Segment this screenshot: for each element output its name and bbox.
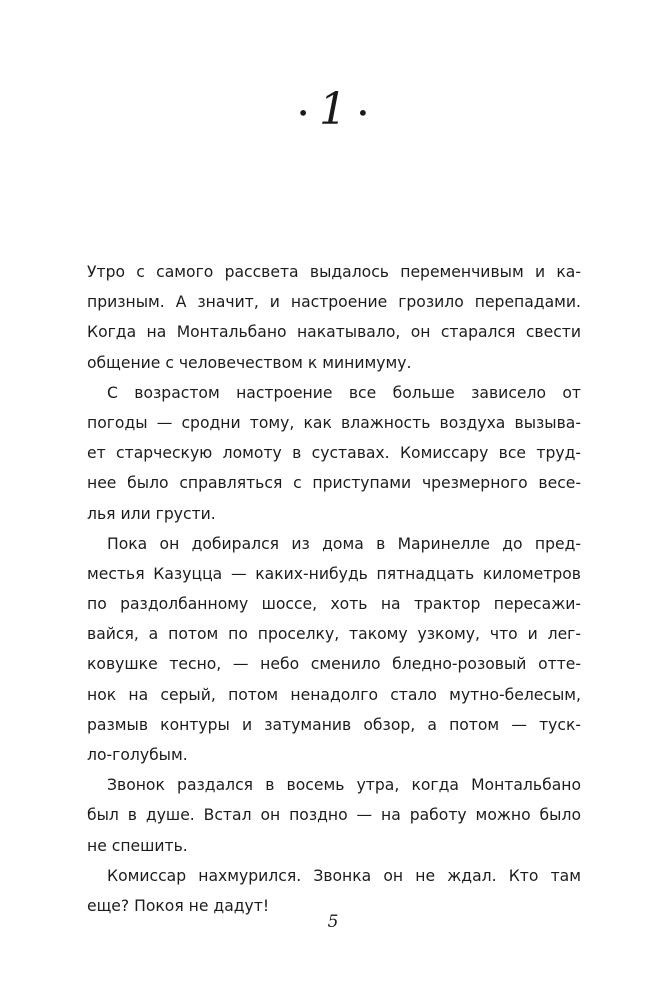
text-line: ло-голубым. (87, 746, 188, 764)
text-line: нее было справляться с приступами чрезмерного весе- (87, 474, 581, 493)
text-line: был в душе. Встал он поздно — на работу можно было (87, 806, 581, 825)
text-line: Утро с самого рассвета выдалось переменчивым и ка- (87, 263, 581, 281)
paragraph (87, 529, 581, 771)
paragraph (87, 770, 581, 861)
text-line: по раздолбанному шоссе, хоть на трактор пересажи- (87, 595, 581, 614)
chapter-heading (0, 84, 666, 135)
text-line: местья Казуцца — каких-нибудь пятнадцать километров (87, 564, 581, 583)
text-line: Комиссар нахмурился. Звонка он не ждал. Кто там (107, 866, 581, 885)
body-text (87, 257, 581, 921)
text-line: общение с человечеством к минимуму. (87, 353, 412, 372)
text-line: призным. А значит, и настроение грозило перепадами. (87, 293, 581, 312)
text-line: ет старческую ломоту в суставах. Комиссару все труд- (87, 444, 581, 463)
text-line: ковушке тесно, — небо сменило бледно-розовый отте- (87, 655, 581, 674)
chapter-dot-right: • (357, 100, 369, 125)
chapter-dot-left: • (297, 100, 309, 125)
paragraph (87, 257, 581, 378)
chapter-number: 1 (319, 84, 347, 135)
text-line: еще? Покоя не дадут! (87, 896, 270, 915)
text-line: Когда на Монтальбано накатывало, он старался свести (87, 323, 581, 342)
text-line: размыв контуры и затуманив обзор, а потом — туск- (87, 715, 581, 734)
text-line: лья или грусти. (87, 504, 216, 523)
text-line: вайся, а потом по проселку, такому узкому, что и лег- (87, 625, 581, 644)
text-line: С возрастом настроение все больше зависело от (107, 383, 581, 402)
text-line: Пока он добирался из дома в Маринелле до пред- (107, 534, 581, 553)
text-line: погоды — сродни тому, как влажность воздуха вызыва- (87, 413, 581, 432)
text-line: Звонок раздался в восемь утра, когда Монтальбано (107, 776, 581, 795)
text-line: не спешить. (87, 836, 188, 855)
paragraph (87, 378, 581, 529)
page-number: 5 (327, 912, 339, 932)
text-line: нок на серый, потом ненадолго стало мутно-белесым, (87, 685, 581, 704)
